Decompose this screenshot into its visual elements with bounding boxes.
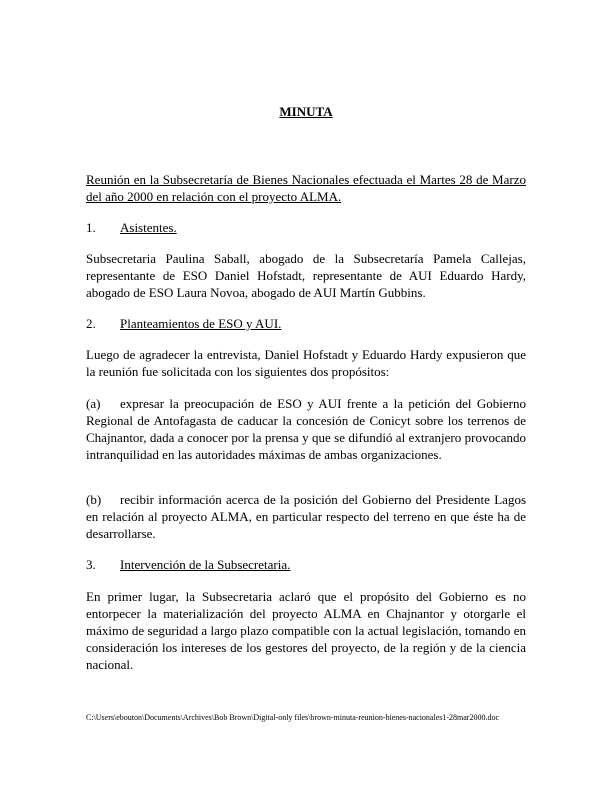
section-2-number: 2. xyxy=(86,316,96,331)
section-1-heading xyxy=(86,219,526,236)
footer-file-path: C:\Users\ebouton\Documents\Archives\Bob Brown\Digital-only files\brown-minuta-reunion-bienes-nacionales1-28mar2000.doc xyxy=(86,713,500,722)
section-1-number: 1. xyxy=(86,220,96,235)
section-3-title: Intervención de la Subsecretaria. xyxy=(120,557,291,572)
intro-paragraph: Reunión en la Subsecretaría de Bienes Nacionales efectuada el Martes 28 de Marzo del año 2000 en relación con el proyecto ALMA. xyxy=(86,172,526,204)
item-a xyxy=(86,395,526,463)
item-a-text: expresar la preocupación de ESO y AUI frente a la petición del Gobierno Regional de Antofagasta de caducar la concesión de Conicyt sobre los terrenos de Chajnantor, dada a conocer por la prensa y que se difundió al extranjero provocando intranquilidad en las autoridades máximas de ambas organizaciones. xyxy=(86,396,526,462)
item-a-marker: (a) xyxy=(86,396,101,411)
item-b-text: recibir información acerca de la posición del Gobierno del Presidente Lagos en relación al proyecto ALMA, en particular respecto del terreno en que éste ha de desarrollarse. xyxy=(86,492,526,541)
section-3-number: 3. xyxy=(86,557,96,572)
item-b xyxy=(86,491,526,542)
attendees-paragraph: Subsecretaria Paulina Saball, abogado de la Subsecretaría Pamela Callejas, representante de ESO Daniel Hofstadt, representante de AUI Eduardo Hardy, abogado de ESO Laura Novoa, abogado de AUI Martín Gubbins. xyxy=(86,251,526,300)
section-1-title: Asistentes. xyxy=(120,220,177,235)
intervention-paragraph: En primer lugar, la Subsecretaria aclaró que el propósito del Gobierno es no entorpecer la materialización del proyecto ALMA en Chajnantor y otorgarle el máximo de seguridad a largo plazo compatible con la actual legislación, tomando en consideración los intereses de los gestores del proyecto, de la región y de la ciencia nacional. xyxy=(86,589,526,672)
document-title: MINUTA xyxy=(279,104,333,119)
proposals-paragraph: Luego de agradecer la entrevista, Daniel Hofstadt y Eduardo Hardy expusieron que la reunión fue solicitada con los siguientes dos propósitos: xyxy=(86,347,526,379)
section-3-heading xyxy=(86,556,526,573)
section-2-heading xyxy=(86,315,526,332)
section-2-title: Planteamientos de ESO y AUI. xyxy=(120,316,282,331)
item-b-marker: (b) xyxy=(86,492,102,507)
